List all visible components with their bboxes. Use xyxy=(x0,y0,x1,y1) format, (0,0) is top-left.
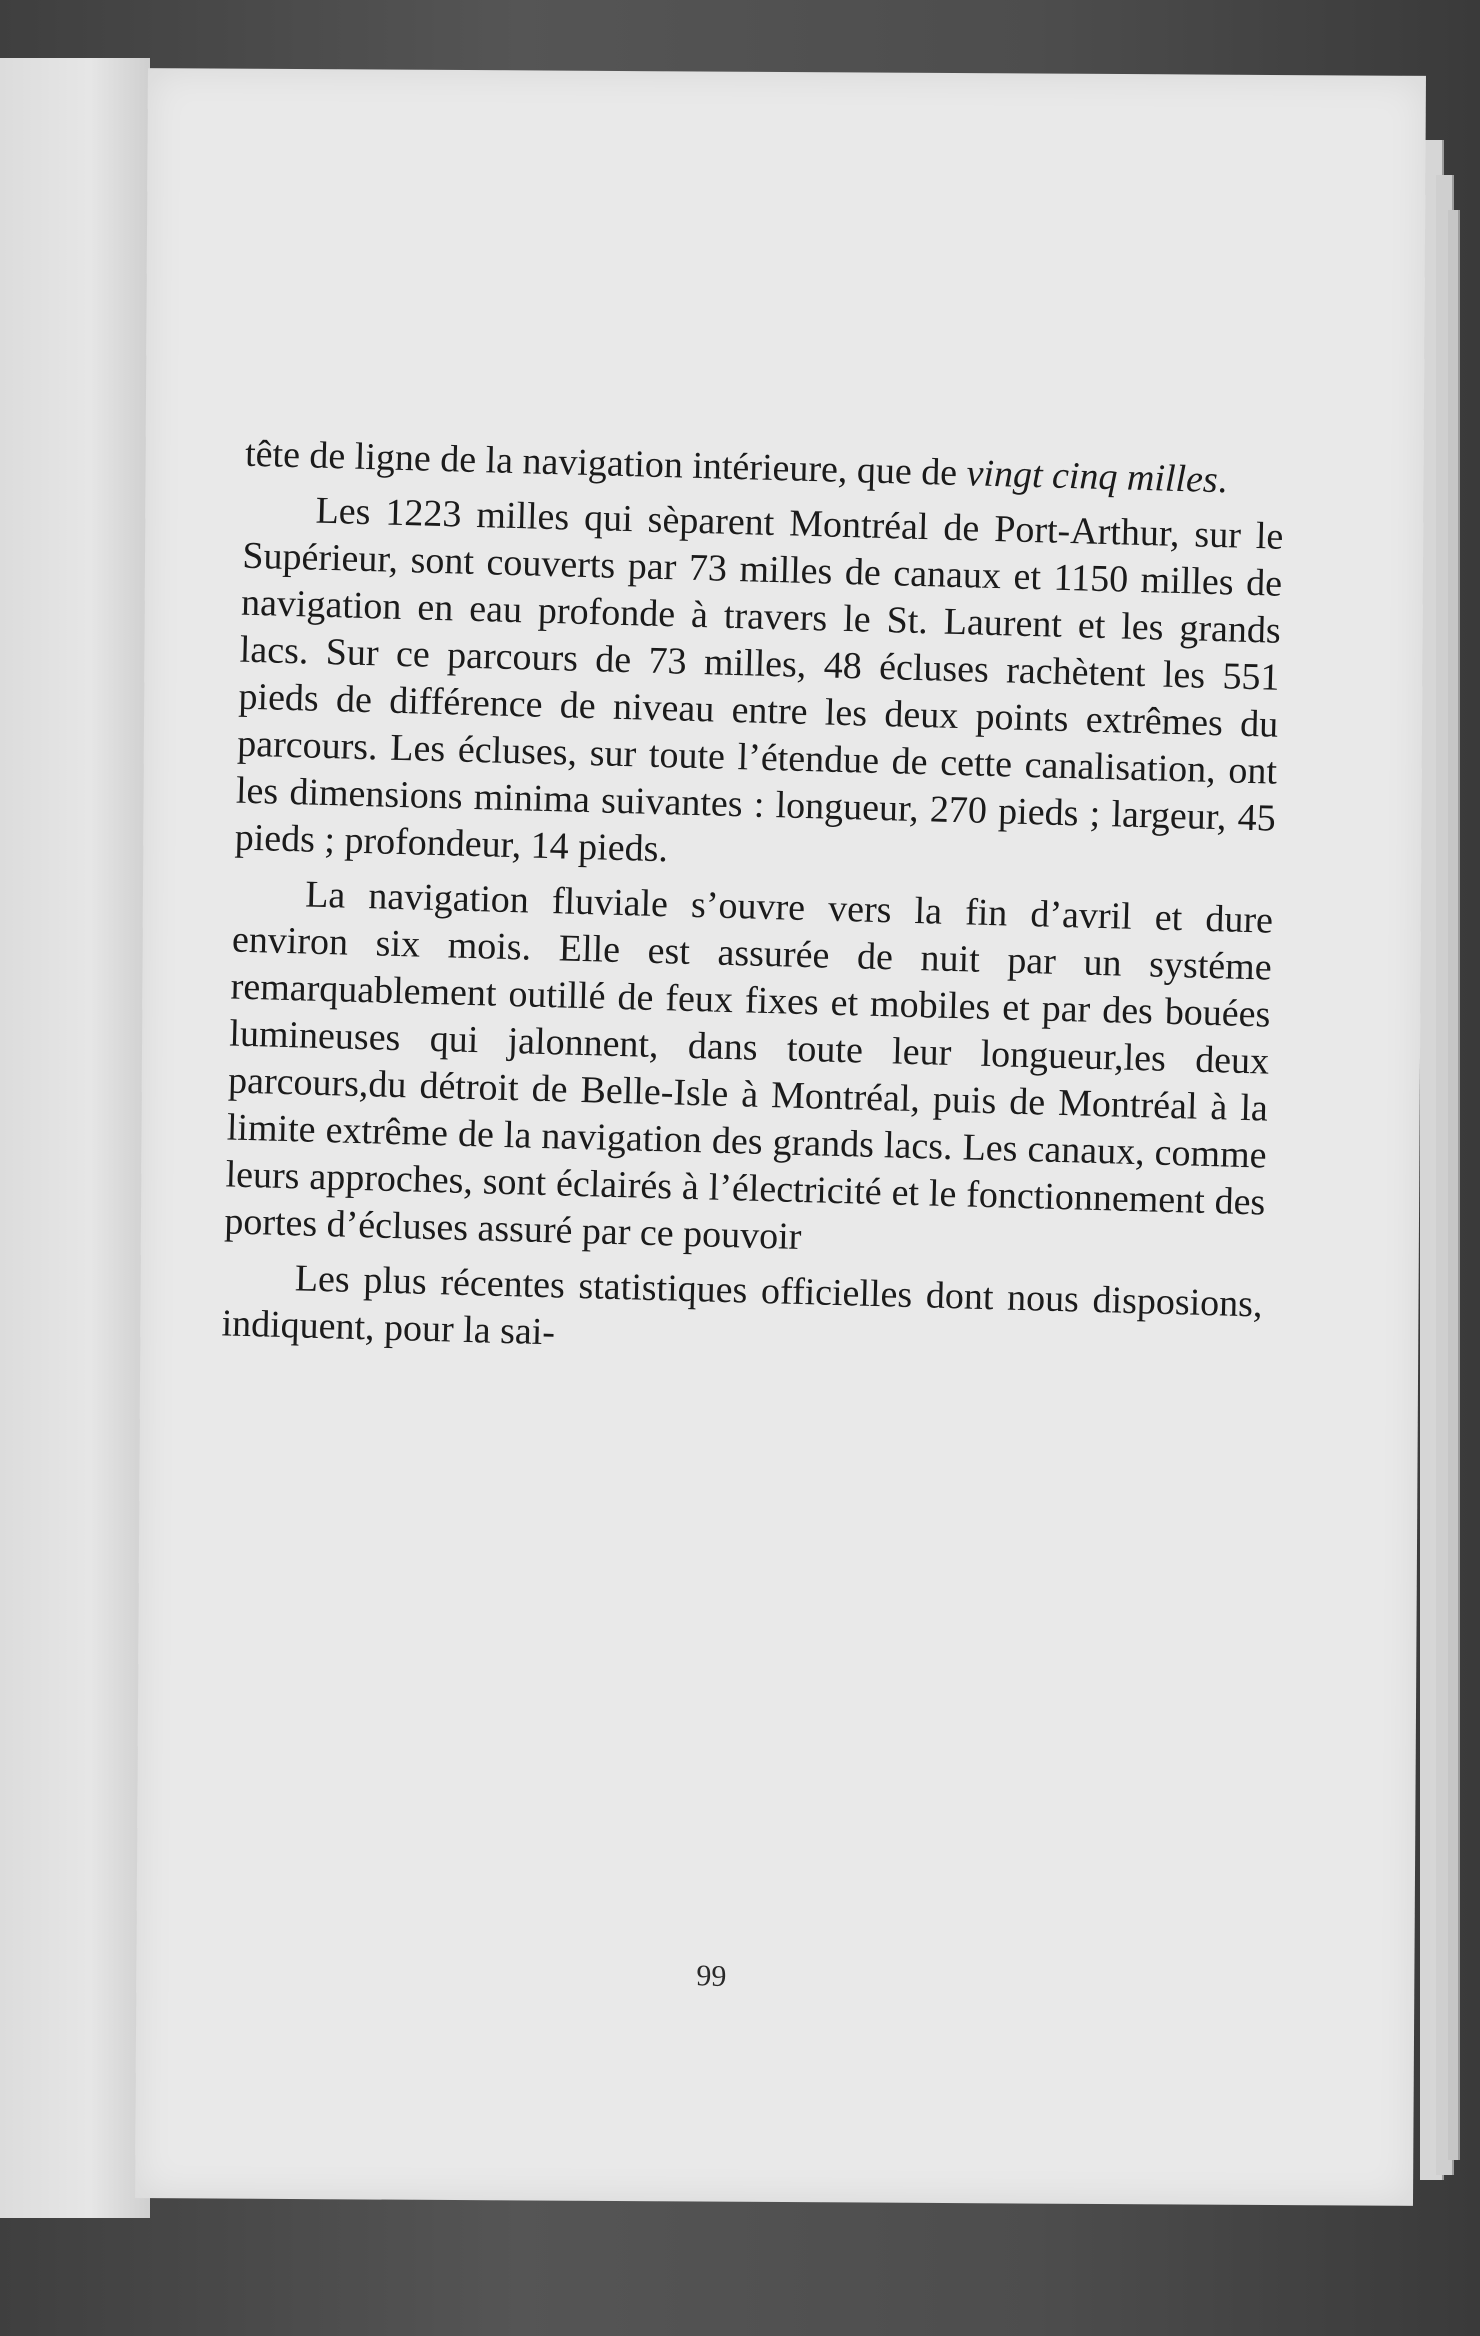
page-stack-edge xyxy=(1448,210,1460,2160)
book-page xyxy=(135,68,1426,2206)
page-number: 99 xyxy=(695,1959,727,1993)
italic-phrase: vingt cinq milles xyxy=(966,452,1219,502)
paragraph-navigation: La navigation fluviale s’ouvre vers la fin d’avril et dure environ six mois. Elle est assurée de nuit par un systéme remarquablement outillé de feux fixes et mobiles et par des bouées lumineuses qui jalonnent, dans toute leur longueur,les deux parcours,du détroit de Belle-Isle à Montréal, puis de Montréal à la limite extrême de la navigation des grands lacs. Les canaux, comme leurs approches, sont éclairés à l’électricité et le fonctionnement des portes d’écluses assuré par ce pouvoir xyxy=(223,873,1274,1259)
facing-page-edge xyxy=(0,58,150,2218)
page-text xyxy=(221,431,1286,1384)
paragraph-statistics: Les plus récentes statistiques officielles dont nous disposions, indiquent, pour la sai- xyxy=(221,1257,1264,1354)
paragraph-text: . xyxy=(1217,459,1228,502)
paragraph-locks: Les 1223 milles qui sèparent Montréal de Port-Arthur, sur le Supérieur, sont couverts par 73 milles de canaux et 1150 milles de navigation en eau profonde à travers le St. Laurent et les grands lacs. Sur ce parcours de 73 milles, 48 écluses rachètent les 551 pieds de différence de niveau entre les deux points extrêmes du parcours. Les écluses, sur toute l’étendue de cette canalisation, ont les dimensions minima suivantes : longueur, 270 pieds ; largeur, 45 pieds ; profondeur, 14 pieds. xyxy=(234,489,1284,871)
paragraph-text: tête de ligne de la navigation intérieure, que de xyxy=(244,432,968,495)
